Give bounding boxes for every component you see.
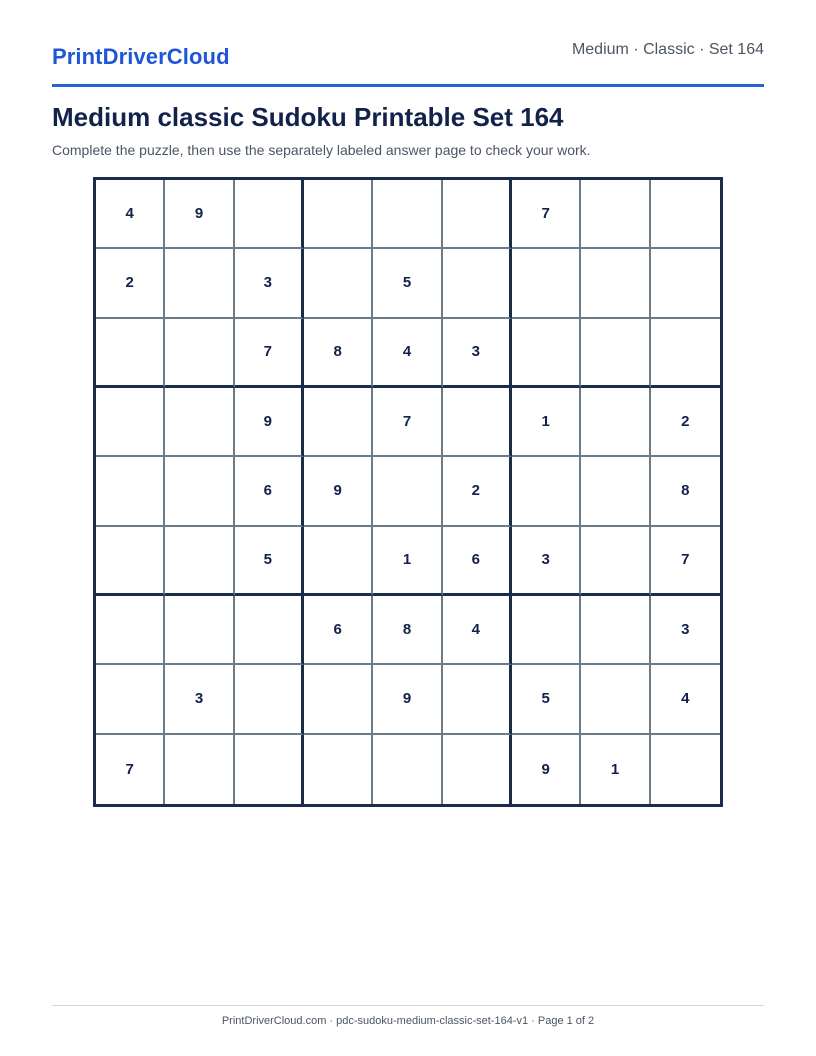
sudoku-cell: 9 bbox=[165, 180, 234, 249]
sudoku-cell: 7 bbox=[512, 180, 581, 249]
sudoku-cell bbox=[373, 457, 442, 526]
puzzle-meta: Medium · Classic · Set 164 bbox=[571, 41, 764, 58]
page-title: Medium classic Sudoku Printable Set 164 bbox=[52, 102, 564, 132]
sudoku-cell bbox=[512, 596, 581, 665]
sudoku-cell bbox=[304, 665, 373, 734]
sudoku-cell bbox=[165, 249, 234, 318]
brand-logo: PrintDriverCloud bbox=[52, 44, 230, 69]
sudoku-cell: 2 bbox=[443, 457, 512, 526]
sudoku-cell: 4 bbox=[373, 319, 442, 388]
sudoku-cell bbox=[96, 319, 165, 388]
sudoku-cell bbox=[96, 527, 165, 596]
sudoku-cell bbox=[165, 319, 234, 388]
sudoku-cell bbox=[581, 527, 650, 596]
sudoku-cell: 2 bbox=[96, 249, 165, 318]
sudoku-cell bbox=[581, 596, 650, 665]
sudoku-cell bbox=[304, 180, 373, 249]
page-footer: PrintDriverCloud.com · pdc-sudoku-medium-classic-set-164-v1 · Page 1 of 2 bbox=[52, 1005, 764, 1027]
sudoku-cell: 9 bbox=[373, 665, 442, 734]
sudoku-cell bbox=[235, 596, 304, 665]
sudoku-cell: 9 bbox=[512, 735, 581, 804]
sudoku-cell: 2 bbox=[651, 388, 720, 457]
sudoku-cell: 6 bbox=[443, 527, 512, 596]
sudoku-cell bbox=[581, 665, 650, 734]
sudoku-cell bbox=[651, 319, 720, 388]
sudoku-cell: 4 bbox=[96, 180, 165, 249]
sudoku-cell: 4 bbox=[443, 596, 512, 665]
sudoku-cell bbox=[96, 388, 165, 457]
sudoku-cell bbox=[373, 735, 442, 804]
sudoku-cell bbox=[581, 388, 650, 457]
sudoku-cell: 1 bbox=[581, 735, 650, 804]
sudoku-cell: 7 bbox=[651, 527, 720, 596]
sudoku-cell: 6 bbox=[235, 457, 304, 526]
sudoku-cell bbox=[96, 665, 165, 734]
sudoku-cell bbox=[235, 665, 304, 734]
sudoku-cell bbox=[651, 180, 720, 249]
sudoku-cell bbox=[235, 735, 304, 804]
page-header bbox=[52, 40, 764, 87]
sudoku-cell: 7 bbox=[96, 735, 165, 804]
sudoku-cell bbox=[651, 249, 720, 318]
sudoku-cell: 3 bbox=[443, 319, 512, 388]
sudoku-cell bbox=[443, 388, 512, 457]
sudoku-cell bbox=[304, 388, 373, 457]
sudoku-cell: 3 bbox=[651, 596, 720, 665]
sudoku-cell bbox=[165, 388, 234, 457]
sudoku-cell: 3 bbox=[235, 249, 304, 318]
sudoku-cell bbox=[165, 596, 234, 665]
sudoku-cell bbox=[581, 319, 650, 388]
sudoku-cell bbox=[443, 735, 512, 804]
sudoku-cell: 1 bbox=[512, 388, 581, 457]
sudoku-cell: 7 bbox=[373, 388, 442, 457]
sudoku-cell bbox=[165, 457, 234, 526]
sudoku-cell bbox=[373, 180, 442, 249]
sudoku-cell: 1 bbox=[373, 527, 442, 596]
sudoku-cell: 7 bbox=[235, 319, 304, 388]
sudoku-cell bbox=[512, 319, 581, 388]
sudoku-cell bbox=[96, 596, 165, 665]
sudoku-cell bbox=[165, 527, 234, 596]
sudoku-cell bbox=[304, 527, 373, 596]
sudoku-cell bbox=[165, 735, 234, 804]
sudoku-cell bbox=[304, 735, 373, 804]
sudoku-cell bbox=[581, 180, 650, 249]
sudoku-cell: 6 bbox=[304, 596, 373, 665]
sudoku-cell bbox=[581, 457, 650, 526]
sudoku-cell: 8 bbox=[373, 596, 442, 665]
sudoku-cell: 4 bbox=[651, 665, 720, 734]
sudoku-cell: 5 bbox=[512, 665, 581, 734]
sudoku-cell: 9 bbox=[304, 457, 373, 526]
sudoku-cell: 8 bbox=[651, 457, 720, 526]
sudoku-cell bbox=[235, 180, 304, 249]
sudoku-cell: 3 bbox=[512, 527, 581, 596]
sudoku-cell: 8 bbox=[304, 319, 373, 388]
sudoku-cell bbox=[512, 457, 581, 526]
sudoku-cell bbox=[512, 249, 581, 318]
sudoku-cell bbox=[304, 249, 373, 318]
sudoku-cell: 5 bbox=[373, 249, 442, 318]
sudoku-cell: 3 bbox=[165, 665, 234, 734]
sudoku-cell bbox=[443, 249, 512, 318]
sudoku-cell bbox=[443, 180, 512, 249]
sudoku-cell: 5 bbox=[235, 527, 304, 596]
sudoku-grid bbox=[93, 177, 723, 807]
sudoku-cell: 9 bbox=[235, 388, 304, 457]
sudoku-cell bbox=[96, 457, 165, 526]
page-subtitle: Complete the puzzle, then use the separately labeled answer page to check your work. bbox=[52, 142, 591, 158]
sudoku-cell bbox=[581, 249, 650, 318]
sudoku-cell bbox=[651, 735, 720, 804]
sudoku-cell bbox=[443, 665, 512, 734]
